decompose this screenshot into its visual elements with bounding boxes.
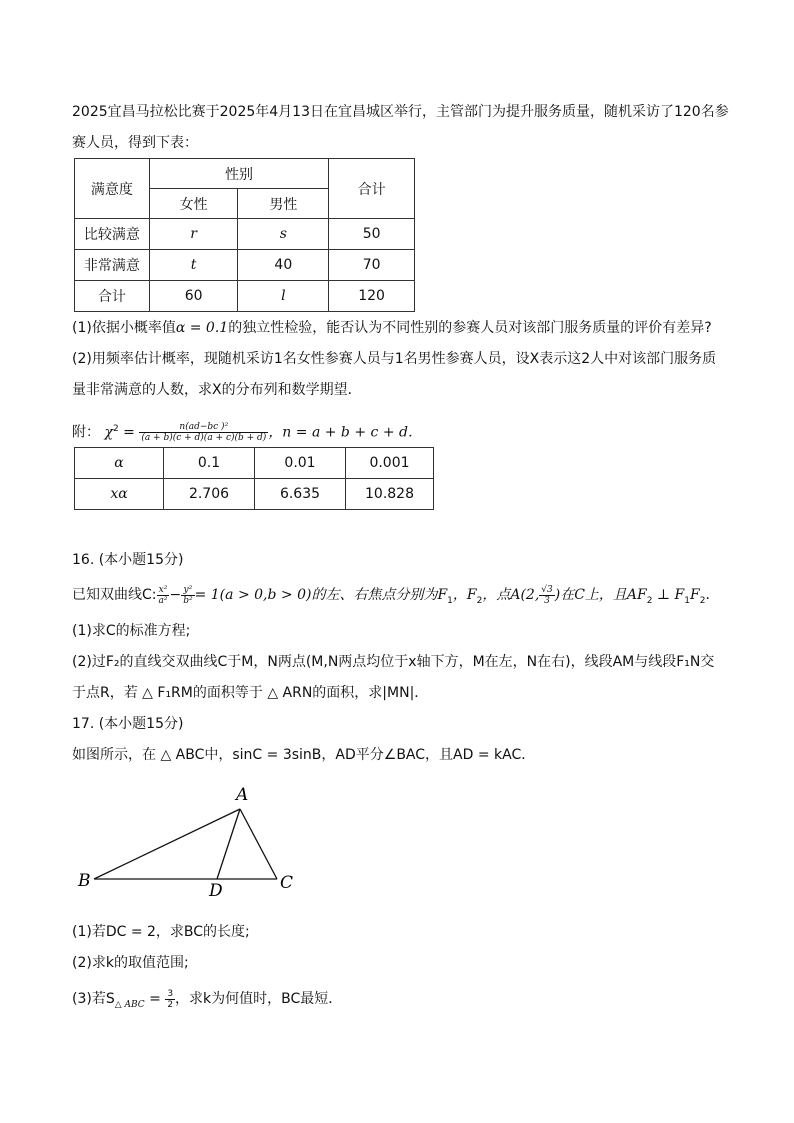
critical-value-table [74,447,434,510]
q16-part-1: (1)求C的标准方程; [72,623,191,639]
label-a: A [236,785,249,805]
q15-part-2-line-1: (2)用频率估计概率，现随机采访1名女性参赛人员与1名男性参赛人员，设X表示这2人中对该部门服务质 [72,351,717,367]
q15-part-1: (1)依据小概率值α = 0.1的独立性检验，能否认为不同性别的参赛人员对该部门服务质量的评价有差异? [72,320,712,336]
survey-table [74,158,415,312]
alpha-value: α = 0.1 [175,320,229,336]
header-male: 男性 [238,189,329,219]
q17-part-1: (1)若DC = 2，求BC的长度; [72,924,250,940]
header-total: 合计 [329,159,415,219]
q16-part-2-line-2: 于点R，若 △ F₁RM的面积等于 △ ARN的面积，求|MN|． [72,685,429,701]
chi-square-fraction: $\frac{\text{n(ad−bc )²}}{(a + b)(c + d)(a + c)(b + d)}$ [141,422,267,444]
intro-line-2: 赛人员，得到下表： [72,135,198,151]
table-row: α 0.1 0.01 0.001 [75,448,434,479]
label-d: D [209,881,223,900]
q17-stem: 如图所示，在 △ ABC中，sinC = 3sinB，AD平分∠BAC，且AD = kAC． [72,747,536,763]
cell-total: 70 [329,250,415,281]
q17-part-2: (2)求k的取值范围; [72,955,189,971]
cell-male: 40 [238,250,329,281]
q17-part-3: (3)若$S_{\triangle ABC}$ = $\frac{3}{2}$ ，求k为何值时，BC最短． [72,988,343,1010]
header-gender: 性别 [149,159,328,189]
row-label: 比较满意 [75,219,150,250]
q16-stem: 已知双曲线C: $\frac{\text{x²}}{\text{a²}}$ − $\frac{\text{y²}}{\text{b²}}$ = 1(a > 0,b > 0)的左、右焦点分别为$F_1$，$F_2$，点A(2, $\frac{√3}{3}$ )在C上，且$AF_2$ ⊥ $F_1F_2$． [72,584,720,606]
side-ba [94,809,240,879]
q16-heading: 16. (本小题15分) [72,552,184,568]
segment-ad [217,809,240,879]
table-row: xα 2.706 6.635 10.828 [75,479,434,510]
cell-total: 50 [329,219,415,250]
triangle-figure [72,780,312,900]
table-row [75,281,415,312]
q15-part-2-line-2: 量非常满意的人数，求X的分布列和数学期望． [72,382,362,398]
row-label: 合计 [75,281,150,312]
q17-heading: 17. (本小题15分) [72,716,184,732]
cell-female: t [149,250,238,281]
appendix-formula: 附： $\chi^2$ = $\frac{\text{n(ad−bc )²}}{(a + b)(c + d)(a + c)(b + d)}$ ，n = a + b + c + d． [72,422,422,444]
cell-total: 120 [329,281,415,312]
table-row [75,219,415,250]
side-ac [240,809,277,879]
row-label: 非常满意 [75,250,150,281]
label-c: C [280,873,294,893]
table-row [75,250,415,281]
cell-female: 60 [149,281,238,312]
cell-male: l [238,281,329,312]
cell-female: r [149,219,238,250]
header-female: 女性 [149,189,238,219]
cell-male: s [238,219,329,250]
x-alpha-header: xα [75,479,164,510]
label-b: B [78,871,91,891]
intro-line-1: 2025宜昌马拉松比赛于2025年4月13日在宜昌城区举行，主管部门为提升服务质量，随机采访了120名参 [72,104,729,120]
q16-part-2-line-1: (2)过F₂的直线交双曲线C于M，N两点(M,N两点均位于x轴下方，M在左，N在右)，线段AM与线段F₁N交 [72,654,715,670]
alpha-header: α [75,448,164,479]
header-satisfaction: 满意度 [75,159,150,219]
